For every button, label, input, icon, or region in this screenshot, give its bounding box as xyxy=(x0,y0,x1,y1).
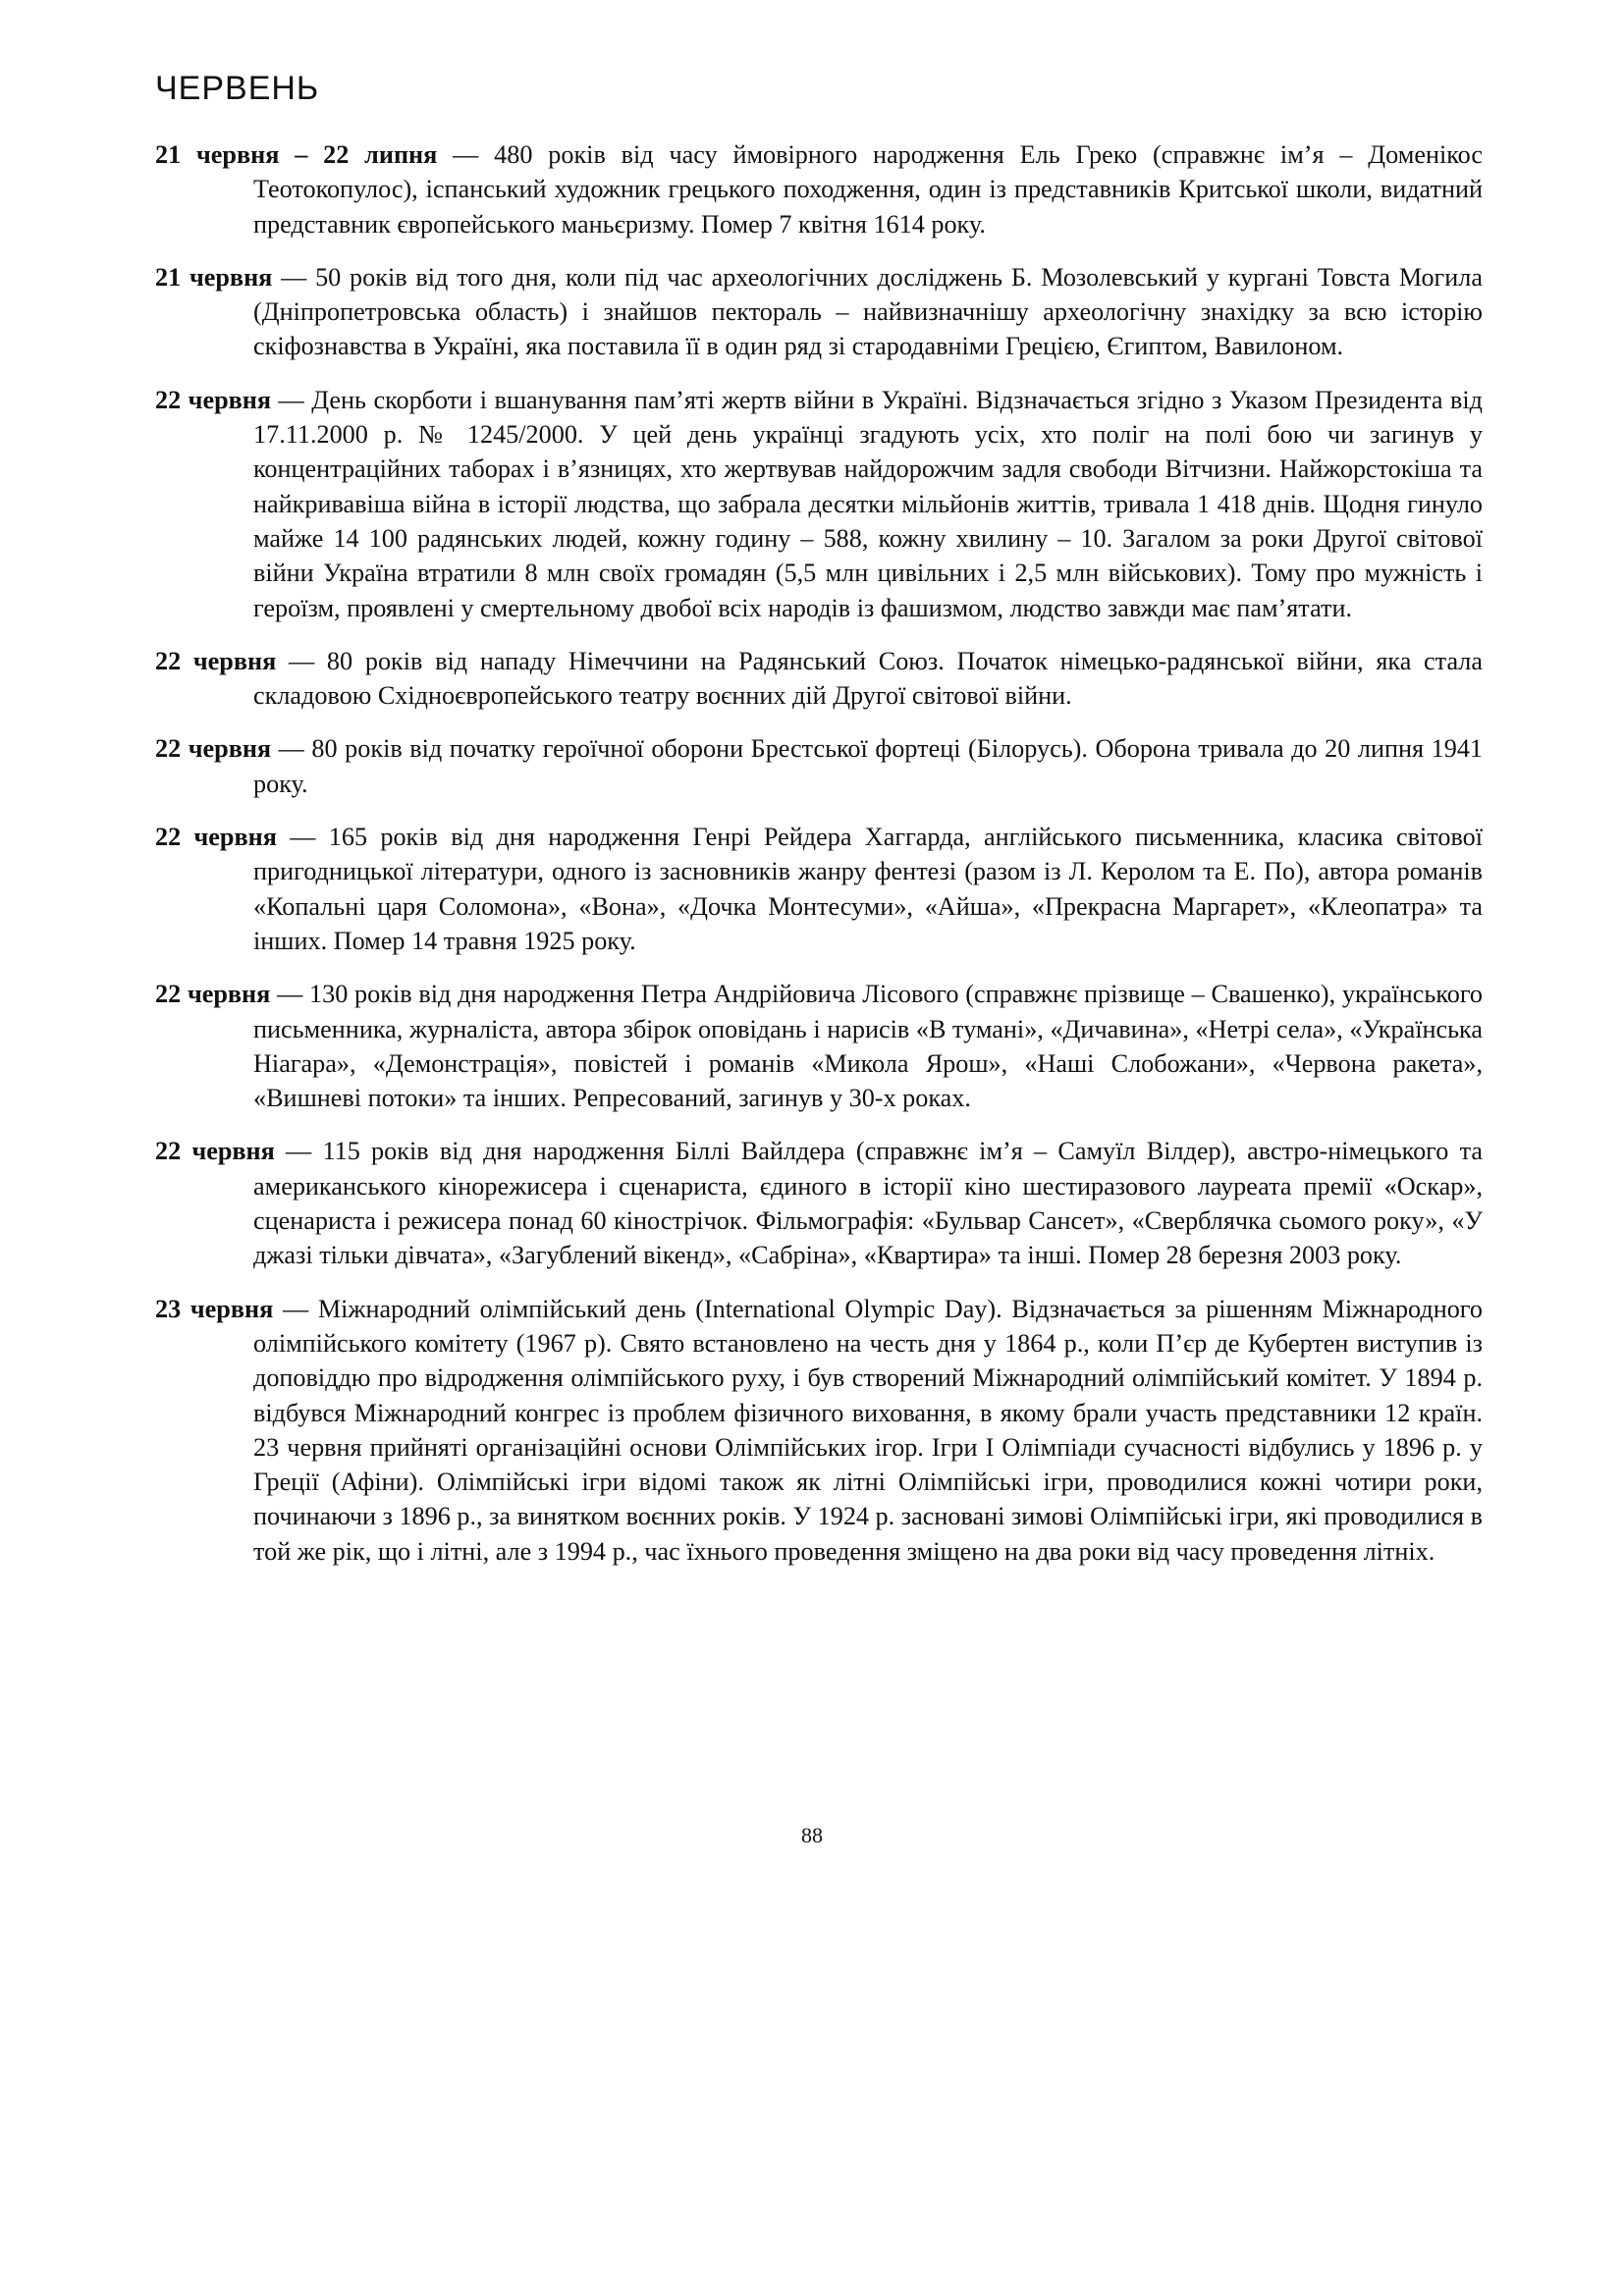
entry-text: — 80 років від початку героїчної оборони Брестської фортеці (Білорусь). Оборона тривала до 20 липня 1941 року. xyxy=(253,734,1484,798)
entry-text: — Міжнародний олімпійський день (International Olympic Day). Відзначається за рішенням Міжнародного олімпійського комітету (1967 р). Свято встановлено на честь дня у 1864 р., коли П’єр де Кубертен виступив із доповіддю про відродження олімпійського руху, і був створений Міжнародний олімпійський комітет. У 1894 р. відбувся Міжнародний конгрес із проблем фізичного виховання, в якому брали участь представники 12 країн. 23 червня прийняті організаційні основи Олімпійських ігор. Ігри I Олімпіади сучасності відбулись у 1896 р. у Греції (Афіни). Олімпійські ігри відомі також як літні Олімпійські ігри, проводилися кожні чотири роки, починаючи з 1896 р., за винятком воєнних років. У 1924 р. засновані зимові Олімпійські ігри, які проводилися в той же рік, що і літні, але з 1994 р., час їхнього проведення зміщено на два роки від часу проведення літніх. xyxy=(253,1294,1483,1566)
entry-date: 22 червня xyxy=(155,734,272,764)
document-page xyxy=(155,69,1483,1587)
entry-text: — День скорботи і вшанування пам’яті жертв війни в Україні. Відзначається згідно з Указом Президента від 17.11.2000 р. № 1245/2000. У цей день українці згадують усіх, хто поліг на полі бою чи загинув у концентраційних таборах і в’язницях, хто жертвував найдорожчим задля свободи Вітчизни. Найжорстокіша та найкривавіша війна в історії людства, що забрала десятки мільйонів життів, тривала 1 418 днів. Щодня гинуло майже 14 100 радянських людей, кожну годину – 588, кожну хвилину – 10. Загалом за роки Другої світової війни Україна втратили 8 млн своїх громадян (5,5 млн цивільних і 2,5 млн військових). Тому про мужність і героїзм, проявлені у смертельному двобої всіх народів із фашизмом, людство завжди має пам’ятати. xyxy=(253,385,1484,622)
calendar-entry xyxy=(155,644,1483,714)
entry-text: — 80 років від нападу Німеччини на Радянський Союз. Початок німецько-радянської війни, яка стала складовою Східноєвропейського театру воєнних дій Другої світової війни. xyxy=(253,646,1483,711)
calendar-entry xyxy=(155,1134,1483,1272)
entry-date: 22 червня xyxy=(155,980,271,1009)
calendar-entry xyxy=(155,1292,1483,1569)
calendar-entry xyxy=(155,820,1483,958)
entry-date: 23 червня xyxy=(155,1294,274,1323)
month-title: ЧЕРВЕНЬ xyxy=(155,70,320,107)
entry-date: 21 червня xyxy=(155,262,273,292)
calendar-entry xyxy=(155,137,1483,241)
entry-text: — 115 років від дня народження Біллі Вайлдера (справжнє ім’я – Самуїл Вілдер), австро-німецького та американського кінорежисера і сценариста, єдиного в історії кіно шестиразового лауреата премії «Оскар», сценариста і режисера понад 60 кінострічок. Фільмографія: «Бульвар Сансет», «Сверблячка сьомого року», «У джазі тільки дівчата», «Загублений вікенд», «Сабріна», «Квартира» та інші. Помер 28 березня 2003 року. xyxy=(253,1137,1483,1270)
entry-text: — 50 років від того дня, коли під час археологічних досліджень Б. Мозолевський у кургані Товста Могила (Дніпропетровська область) і знайшов пектораль – найвизначнішу археологічну знахідку за всю історію скіфознавства в Україні, яка поставила її в один ряд зі стародавніми Грецією, Єгиптом, Вавилоном. xyxy=(253,262,1483,361)
calendar-entry xyxy=(155,260,1483,364)
calendar-entry xyxy=(155,731,1483,801)
entry-date: 21 червня – 22 липня xyxy=(155,140,438,169)
calendar-entry xyxy=(155,977,1483,1115)
calendar-entry xyxy=(155,383,1483,625)
entry-date: 22 червня xyxy=(155,385,272,414)
entry-text: — 165 років від дня народження Генрі Рейдера Хаггарда, англійського письменника, класика світової пригодницької літератури, одного із засновників жанру фентезі (разом із Л. Керолом та Е. По), автора романів «Копальні царя Соломона», «Вона», «Дочка Монтесуми», «Айша», «Прекрасна Маргарет», «Клеопатра» та інших. Помер 14 травня 1925 року. xyxy=(253,823,1484,955)
entry-text: — 480 років від часу ймовірного народження Ель Греко (справжнє ім’я – Доменікос Теотокопулос), іспанський художник грецького походження, один із представників Критської школи, видатний представник європейського маньєризму. Помер 7 квітня 1614 року. xyxy=(253,140,1483,239)
page-number: 88 xyxy=(801,1823,823,1847)
entry-date: 22 червня xyxy=(155,1137,275,1166)
entry-text: — 130 років від дня народження Петра Андрійовича Лісового (справжнє прізвище – Свашенко), українського письменника, журналіста, автора збірок оповідань і нарисів «В тумані», «Дичавина», «Нетрі села», «Українська Ніагара», «Демонстрація», повістей і романів «Микола Ярош», «Наші Слобожани», «Червона ракета», «Вишневі потоки» та інших. Репресований, загинув у 30-х роках. xyxy=(253,980,1484,1113)
entry-date: 22 червня xyxy=(155,823,277,852)
entry-date: 22 червня xyxy=(155,646,277,675)
